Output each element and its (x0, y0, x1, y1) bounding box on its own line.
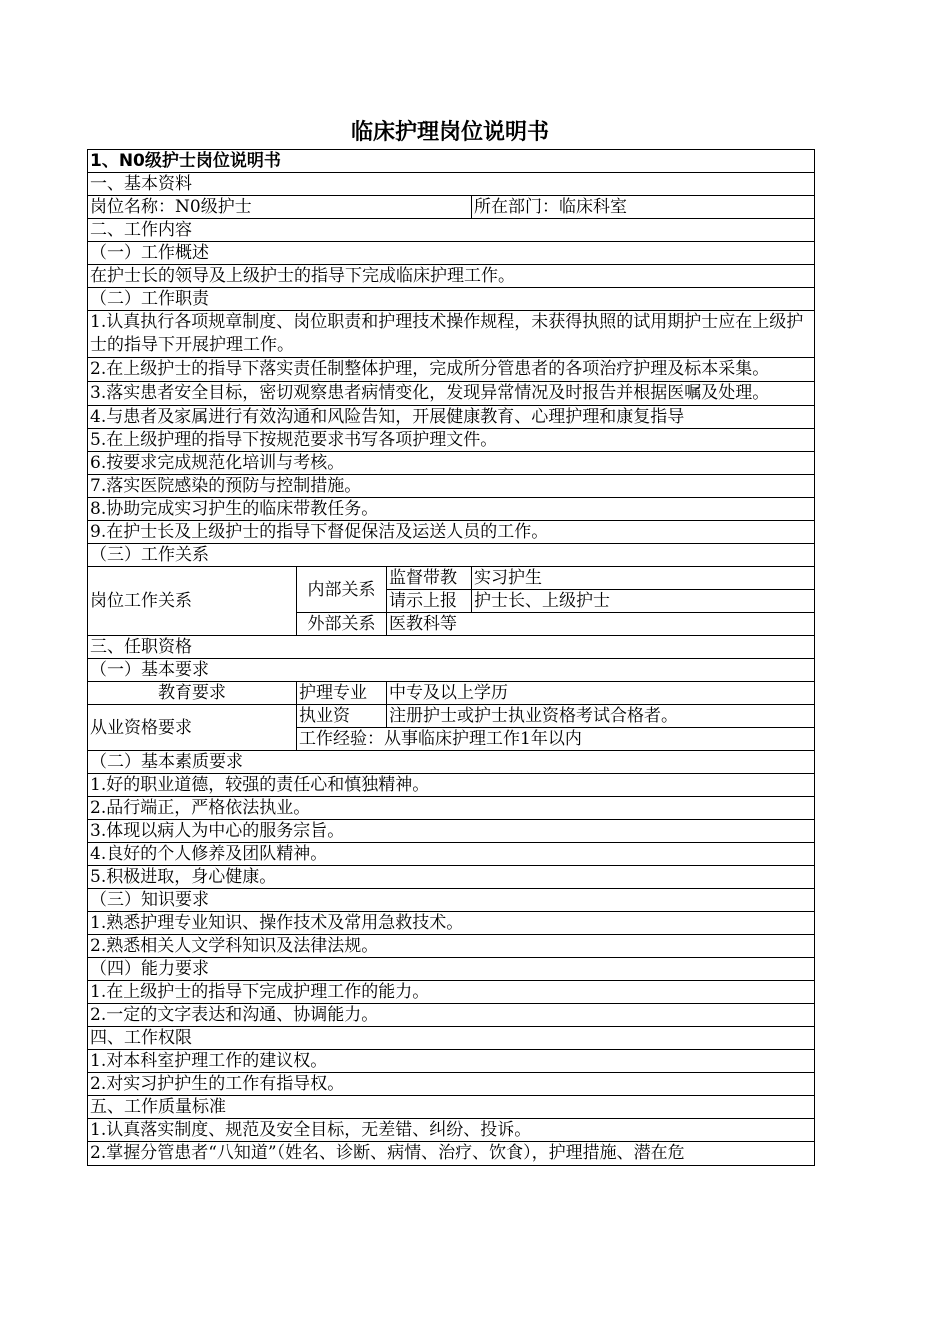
duty-item-4: 4.与患者及家属进行有效沟通和风险告知，开展健康教育、心理护理和康复指导 (88, 406, 815, 429)
authority-heading: 四、工作权限 (88, 1027, 815, 1050)
duty-item-1: 1.认真执行各项规章制度、岗位职责和护理技术操作规程，未获得执照的试用期护士应在上级护士的指导下开展护理工作。 (88, 311, 815, 358)
section-heading: 1、N0级护士岗位说明书 (88, 150, 815, 173)
supervise-value: 实习护生 (472, 567, 815, 590)
license-value: 注册护士或护士执业资格考试合格者。 (387, 705, 815, 728)
quality-standard-item-2-text: 2.掌握分管患者“八知道”（姓名、诊断、病情、治疗、饮食），护理措施、潜在危 (90, 1143, 685, 1163)
quality-item-3: 3.体现以病人为中心的服务宗旨。 (88, 820, 815, 843)
duty-item-6: 6.按要求完成规范化培训与考核。 (88, 452, 815, 475)
knowledge-heading: （三）知识要求 (88, 889, 815, 912)
work-experience: 工作经验：从事临床护理工作1年以内 (297, 728, 815, 751)
external-relations-value: 医教科等 (387, 613, 815, 636)
education-value: 中专及以上学历 (387, 682, 815, 705)
ability-item-1: 1.在上级护士的指导下完成护理工作的能力。 (88, 981, 815, 1004)
job-description-table (87, 149, 815, 1166)
duty-item-7: 7.落实医院感染的预防与控制措施。 (88, 475, 815, 498)
document-title: 临床护理岗位说明书 (350, 120, 549, 145)
duty-item-2: 2.在上级护士的指导下落实责任制整体护理，完成所分管患者的各项治疗护理及标本采集。 (88, 358, 815, 382)
duty-item-3: 3.落实患者安全目标，密切观察患者病情变化，发现异常情况及时报告并根据医嘱及处理。 (88, 382, 815, 406)
report-label: 请示上报 (387, 590, 472, 613)
department-cell: 所在部门：临床科室 (472, 196, 815, 219)
duty-item-5: 5.在上级护理的指导下按规范要求书写各项护理文件。 (88, 429, 815, 452)
nursing-major-label: 护理专业 (297, 682, 387, 705)
knowledge-item-1: 1.熟悉护理专业知识、操作技术及常用急救技术。 (88, 912, 815, 935)
report-value: 护士长、上级护士 (472, 590, 815, 613)
duties-heading: （二）工作职责 (88, 288, 815, 311)
duty-item-9: 9.在护士长及上级护士的指导下督促保洁及运送人员的工作。 (88, 521, 815, 544)
quality-item-2: 2.品行端正，严格依法执业。 (88, 797, 815, 820)
quality-standard-item-2 (88, 1142, 815, 1166)
basic-requirements-heading: （一）基本要求 (88, 659, 815, 682)
practice-qualification-label: 从业资格要求 (88, 705, 297, 751)
license-label: 执业资 (297, 705, 387, 728)
overview-heading: （一）工作概述 (88, 242, 815, 265)
position-name-cell: 岗位名称：N0级护士 (88, 196, 472, 219)
overview-text: 在护士长的领导及上级护士的指导下完成临床护理工作。 (88, 265, 815, 288)
internal-relations-label: 内部关系 (297, 567, 387, 613)
authority-item-2: 2.对实习护护生的工作有指导权。 (88, 1073, 815, 1096)
quality-item-1: 1.好的职业道德，较强的责任心和慎独精神。 (88, 774, 815, 797)
basic-info-heading: 一、基本资料 (88, 173, 815, 196)
authority-item-1: 1.对本科室护理工作的建议权。 (88, 1050, 815, 1073)
quality-heading: （二）基本素质要求 (88, 751, 815, 774)
relations-label: 岗位工作关系 (88, 567, 297, 636)
ability-item-2: 2.一定的文字表达和沟通、协调能力。 (88, 1004, 815, 1027)
duty-item-8: 8.协助完成实习护生的临床带教任务。 (88, 498, 815, 521)
qualifications-heading: 三、任职资格 (88, 636, 815, 659)
external-relations-label: 外部关系 (297, 613, 387, 636)
knowledge-item-2: 2.熟悉相关人文学科知识及法律法规。 (88, 935, 815, 958)
ability-heading: （四）能力要求 (88, 958, 815, 981)
education-label: 教育要求 (88, 682, 297, 705)
quality-standard-heading: 五、工作质量标准 (88, 1096, 815, 1119)
quality-item-4: 4.良好的个人修养及团队精神。 (88, 843, 815, 866)
supervise-label: 监督带教 (387, 567, 472, 590)
work-content-heading: 二、工作内容 (88, 219, 815, 242)
quality-item-5: 5.积极进取，身心健康。 (88, 866, 815, 889)
relations-heading: （三）工作关系 (88, 544, 815, 567)
quality-standard-item-1: 1.认真落实制度、规范及安全目标，无差错、纠纷、投诉。 (88, 1119, 815, 1142)
